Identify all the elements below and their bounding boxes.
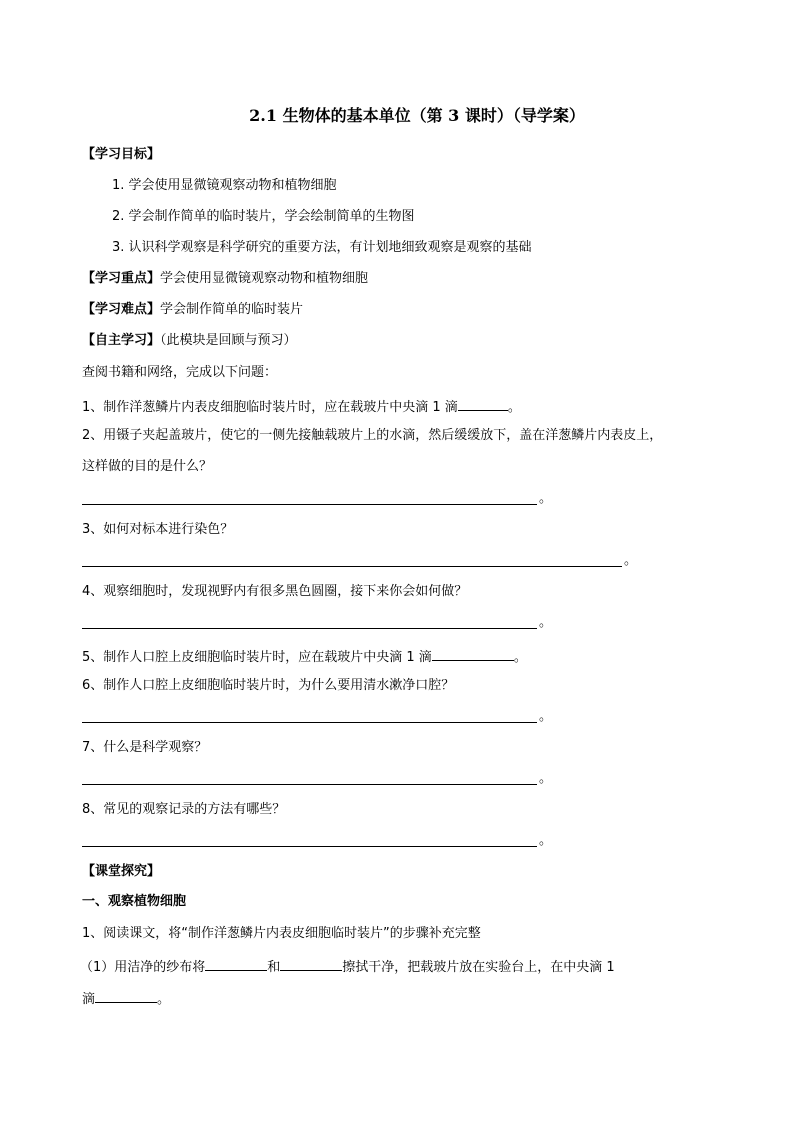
key-point-row	[82, 270, 368, 288]
question-7: 7、什么是科学观察？	[82, 740, 208, 755]
step-1-text-b: 和	[267, 960, 281, 975]
question-6-answer-line[interactable]	[82, 722, 537, 723]
question-7-answer-line[interactable]	[82, 784, 537, 785]
question-1-blank[interactable]	[458, 396, 508, 411]
objective-item-1: 1. 学会使用显微镜观察动物和植物细胞	[112, 178, 337, 193]
question-6: 6、制作人口腔上皮细胞临时装片时，为什么要用清水漱净口腔？	[82, 678, 455, 693]
step-1-text-d: 滴	[82, 992, 96, 1007]
question-4-period: 。	[539, 615, 553, 630]
key-point-heading: 【学习重点】	[82, 271, 161, 286]
question-3-period: 。	[624, 553, 638, 568]
question-5-text: 5、制作人口腔上皮细胞临时装片时，应在载玻片中央滴 1 滴	[82, 650, 432, 665]
objectives-heading: 【学习目标】	[82, 147, 161, 162]
question-2-period: 。	[539, 491, 553, 506]
step-1-blank-3[interactable]	[95, 988, 157, 1003]
page-title: 2.1 生物体的基本单位（第 3 课时）（导学案）	[249, 106, 585, 125]
question-5	[82, 646, 527, 667]
step-1-period: 。	[157, 992, 171, 1007]
step-1-blank-2[interactable]	[280, 956, 342, 971]
key-point-text: 学会使用显微镜观察动物和植物细胞	[160, 271, 369, 286]
question-7-period: 。	[539, 771, 553, 786]
question-6-period: 。	[539, 709, 553, 724]
question-1-text: 1、制作洋葱鳞片内表皮细胞临时装片时，应在载玻片中央滴 1 滴	[82, 400, 458, 415]
step-1-text-a: （1）用洁净的纱布将	[80, 960, 206, 975]
self-study-heading: 【自主学习】	[82, 333, 161, 348]
question-5-blank[interactable]	[432, 646, 514, 661]
question-5-period: 。	[513, 650, 527, 665]
self-study-note: （此模块是回顾与预习）	[160, 333, 297, 348]
class-inquiry-heading: 【课堂探究】	[82, 864, 161, 879]
step-1-line-1	[80, 956, 615, 977]
step-1-blank-1[interactable]	[205, 956, 267, 971]
objective-item-3: 3. 认识科学观察是科学研究的重要方法，有计划地细致观察是观察的基础	[112, 240, 532, 255]
instructions-text: 查阅书籍和网络，完成以下问题：	[82, 365, 278, 380]
question-1-period: 。	[507, 400, 521, 415]
question-8-period: 。	[539, 833, 553, 848]
question-4-answer-line[interactable]	[82, 628, 537, 629]
step-1-line-2	[82, 988, 170, 1009]
self-study-row	[82, 332, 297, 350]
section-heading-plant-cells: 一、观察植物细胞	[82, 894, 187, 909]
question-2-line-1: 2、用镊子夹起盖玻片，使它的一侧先接触载玻片上的水滴，然后缓缓放下，盖在洋葱鳞片内表皮上，	[82, 428, 663, 443]
difficulty-text: 学会制作简单的临时装片	[160, 302, 304, 317]
difficulty-row	[82, 301, 303, 319]
question-8-answer-line[interactable]	[82, 846, 537, 847]
question-2-line-2: 这样做的目的是什么？	[82, 459, 213, 474]
objective-item-2: 2. 学会制作简单的临时装片，学会绘制简单的生物图	[112, 209, 415, 224]
question-4: 4、观察细胞时，发现视野内有很多黑色圆圈，接下来你会如何做？	[82, 584, 468, 599]
question-3-answer-line[interactable]	[82, 566, 622, 567]
question-8: 8、常见的观察记录的方法有哪些？	[82, 802, 286, 817]
question-1	[82, 396, 521, 417]
difficulty-heading: 【学习难点】	[82, 302, 161, 317]
step-1-text-c: 擦拭干净，把载玻片放在实验台上，在中央滴 1	[342, 960, 615, 975]
question-3: 3、如何对标本进行染色？	[82, 522, 234, 537]
step-instruction: 1、阅读课文，将“制作洋葱鳞片内表皮细胞临时装片”的步骤补充完整	[82, 926, 481, 941]
question-2-answer-line[interactable]	[82, 504, 537, 505]
